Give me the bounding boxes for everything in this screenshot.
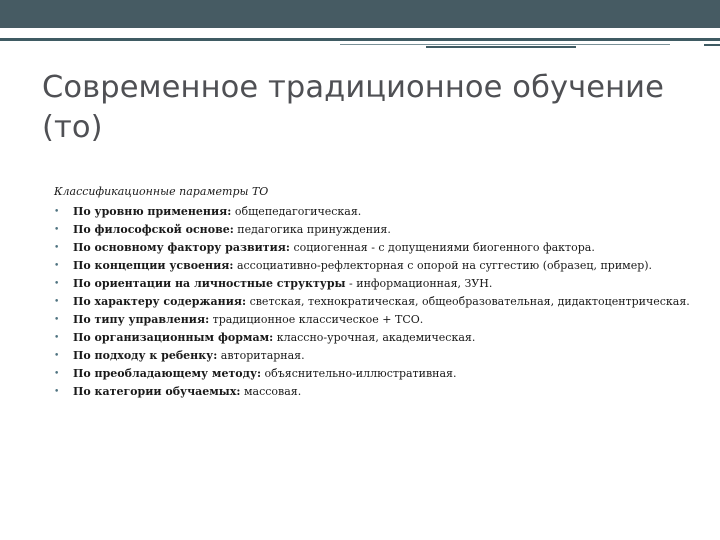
bullet-icon: •	[54, 279, 60, 289]
accent-line-3	[426, 46, 576, 48]
item-term: По преобладающему методу:	[73, 367, 262, 380]
item-term: По уровню применения:	[73, 205, 232, 218]
item-term: По организационным формам:	[73, 331, 274, 344]
list-item	[54, 239, 694, 257]
list-item	[54, 275, 694, 293]
item-term: По основному фактору развития:	[73, 241, 290, 254]
item-term: По типу управления:	[73, 313, 210, 326]
subtitle: Классификационные параметры ТО	[54, 185, 269, 198]
item-term: По философской основе:	[73, 223, 234, 236]
item-term: По подходу к ребенку:	[73, 349, 218, 362]
item-text: традиционное классическое + ТСО.	[209, 313, 424, 326]
bullet-icon: •	[54, 369, 60, 379]
accent-line-4	[704, 44, 720, 46]
slide-content	[54, 183, 694, 401]
list-item	[54, 203, 694, 221]
bullet-icon: •	[54, 207, 60, 217]
accent-line-2	[340, 44, 670, 45]
list-item	[54, 329, 694, 347]
item-text: социогенная - с допущениями биогенного фактора.	[289, 241, 595, 254]
bullet-icon: •	[54, 261, 60, 271]
item-text: светская, технократическая, общеобразовательная, дидактоцентрическая.	[246, 295, 690, 308]
top-bar	[0, 0, 720, 28]
bullet-icon: •	[54, 387, 60, 397]
item-text: массовая.	[240, 385, 302, 398]
page-title: Современное традиционное обучение (то)	[42, 70, 664, 145]
list-item	[54, 221, 694, 239]
item-text: педагогика принуждения.	[233, 223, 391, 236]
item-text: классно-урочная, академическая.	[273, 331, 476, 344]
item-term: По концепции усвоения:	[73, 259, 234, 272]
bullet-icon: •	[54, 351, 60, 361]
list-item	[54, 365, 694, 383]
bullet-icon: •	[54, 225, 60, 235]
list-item	[54, 311, 694, 329]
item-text: объяснительно-иллюстративная.	[261, 367, 457, 380]
bullet-icon: •	[54, 297, 60, 307]
item-term: По характеру содержания:	[73, 295, 247, 308]
item-term: По категории обучаемых:	[73, 385, 241, 398]
list-item	[54, 293, 694, 311]
list-item	[54, 257, 694, 275]
item-text: - информационная, ЗУН.	[345, 277, 493, 290]
accent-line-1	[0, 38, 720, 41]
list-item	[54, 383, 694, 401]
bullet-list	[54, 203, 694, 401]
bullet-icon: •	[54, 333, 60, 343]
list-item	[54, 347, 694, 365]
item-text: авторитарная.	[217, 349, 305, 362]
item-text: ассоциативно-рефлекторная с опорой на суггестию (образец, пример).	[233, 259, 653, 272]
item-term: По ориентации на личностные структуры	[73, 277, 346, 290]
item-text: общепедагогическая.	[231, 205, 362, 218]
bullet-icon: •	[54, 243, 60, 253]
bullet-icon: •	[54, 315, 60, 325]
